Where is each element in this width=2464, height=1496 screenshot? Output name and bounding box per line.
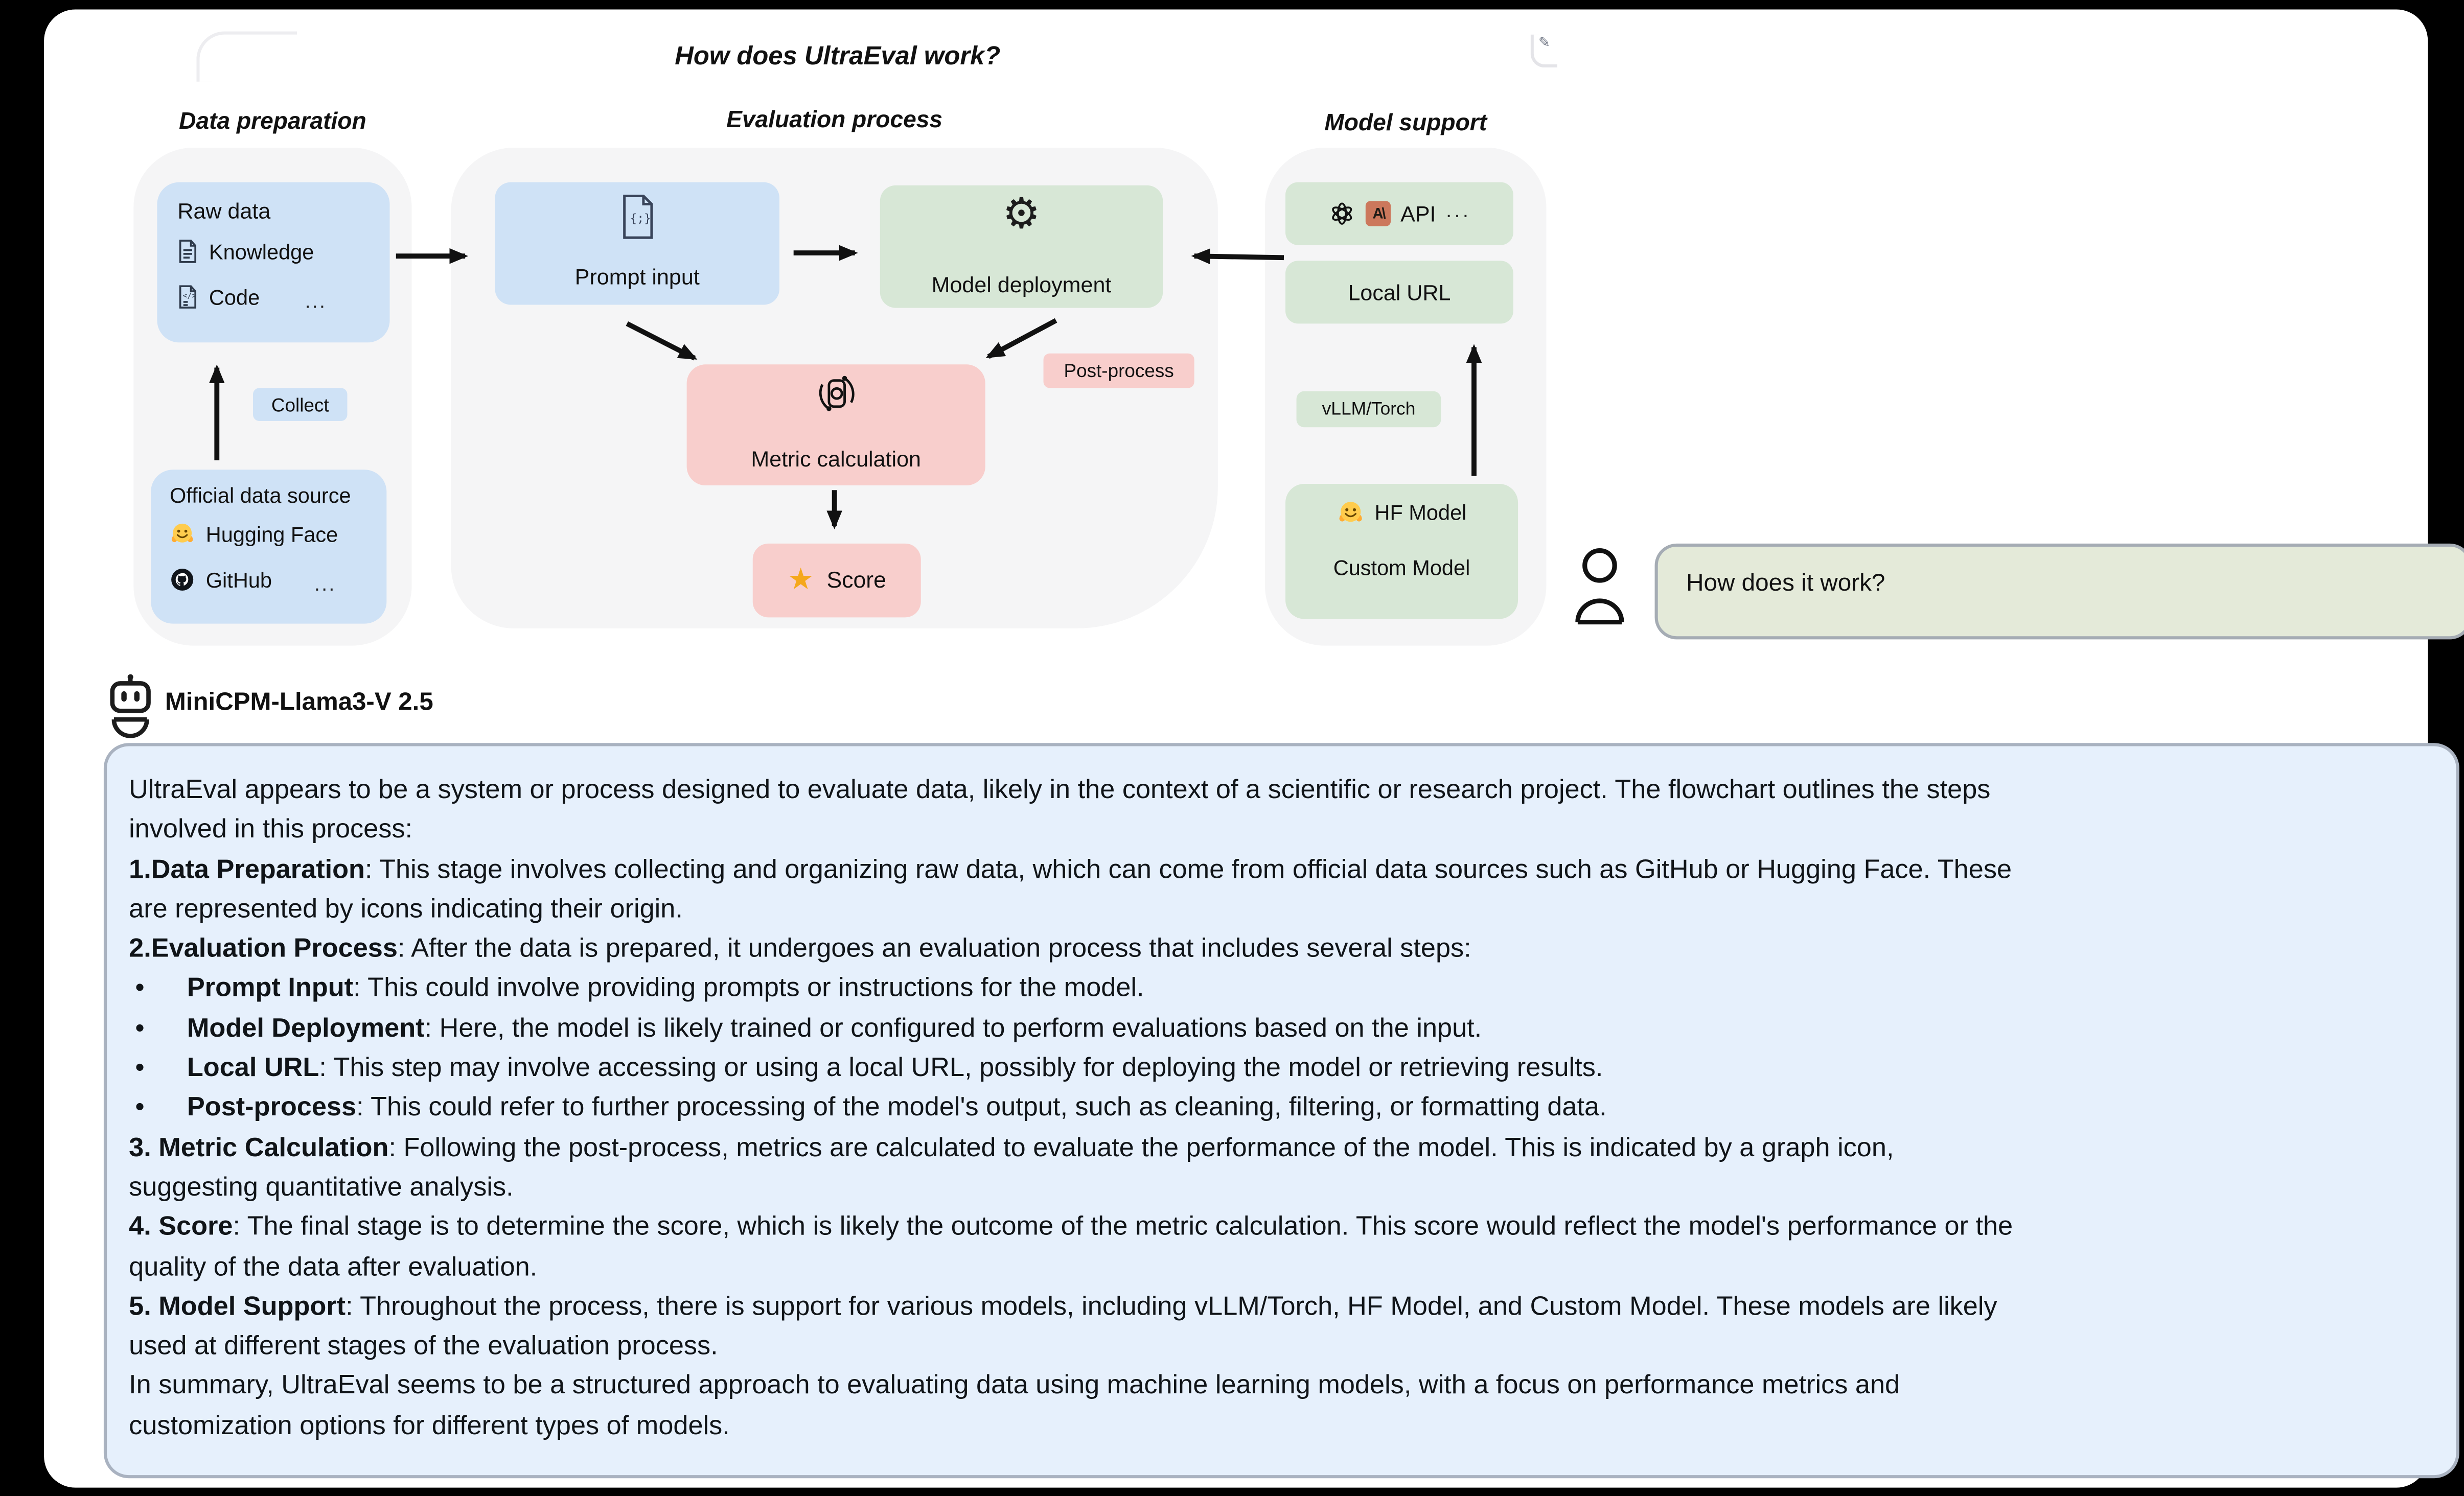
official-source-item-label: Hugging Face bbox=[205, 522, 338, 546]
flowchart-title: How does UltraEval work? bbox=[675, 42, 1001, 71]
answer-line: • Post-process: This could refer to further processing of the model's output, such as cleaning, filtering, or formatting data. bbox=[135, 1092, 1607, 1123]
star-icon: ★ bbox=[787, 564, 814, 597]
answer-line: 5. Model Support: Throughout the process, there is support for various models, including vLLM/Torch, HF Model, and Custom Model. These models are likely bbox=[129, 1291, 1997, 1321]
user-message-text: How does it work? bbox=[1686, 570, 1885, 597]
prompt-input-label: Prompt input bbox=[574, 264, 700, 289]
official-data-source-box bbox=[151, 470, 386, 623]
answer-line: 3. Metric Calculation: Following the post-process, metrics are calculated to evaluate the performance of the model. This is indicated by a graph icon, bbox=[129, 1132, 1894, 1162]
github-icon bbox=[170, 567, 195, 592]
svg-text:</>: </> bbox=[182, 291, 197, 300]
document-icon bbox=[177, 239, 198, 264]
api-box bbox=[1285, 182, 1513, 245]
answer-line: are represented by icons indicating their origin. bbox=[129, 894, 683, 924]
user-avatar-icon bbox=[1572, 547, 1628, 632]
answer-line: • Local URL: This step may involve accessing or using a local URL, possibly for deploying the model or retrieving results. bbox=[135, 1053, 1603, 1083]
pencil-icon: ✎ bbox=[1538, 34, 1551, 51]
custom-model-label: Custom Model bbox=[1333, 556, 1470, 580]
answer-line: 4. Score: The final stage is to determine the score, which is likely the outcome of the metric calculation. This score would reflect the model's performance or the bbox=[129, 1211, 2013, 1242]
model-deployment-label: Model deployment bbox=[931, 271, 1112, 297]
answer-text bbox=[107, 746, 2456, 1461]
metric-calculation-box bbox=[687, 364, 985, 485]
chat-card bbox=[44, 9, 2428, 1487]
official-source-title: Official data source bbox=[170, 483, 351, 508]
raw-data-item-label: Code bbox=[209, 285, 260, 309]
section-label-evaluation-process: Evaluation process bbox=[726, 107, 943, 134]
hugging-face-icon bbox=[1337, 500, 1364, 526]
hugging-face-icon bbox=[170, 522, 195, 547]
raw-data-item-label: Knowledge bbox=[209, 239, 314, 263]
svg-text:{;}: {;} bbox=[629, 212, 651, 225]
bot-name: MiniCPM-Llama3-V 2.5 bbox=[165, 689, 433, 717]
official-source-item-label: GitHub bbox=[205, 568, 272, 592]
local-url-label: Local URL bbox=[1348, 279, 1451, 305]
metric-orbit-icon bbox=[687, 372, 985, 415]
local-url-box bbox=[1285, 261, 1513, 323]
raw-data-title: Raw data bbox=[177, 198, 271, 223]
post-process-label: Post-process bbox=[1044, 354, 1194, 388]
section-label-data-preparation: Data preparation bbox=[179, 108, 366, 135]
openai-icon bbox=[1328, 199, 1356, 227]
collect-label: Collect bbox=[253, 388, 347, 421]
api-ellipsis: ··· bbox=[1445, 202, 1471, 226]
raw-data-box bbox=[157, 182, 389, 343]
answer-line: 1.Data Preparation: This stage involves collecting and organizing raw data, which can come from official data sources such as GitHub or Hugging Face. These bbox=[129, 854, 2012, 884]
hf-model-label: HF Model bbox=[1374, 501, 1467, 525]
edit-icon[interactable] bbox=[1531, 35, 1557, 68]
robot-icon bbox=[107, 672, 154, 738]
user-message-bubble bbox=[1655, 544, 2464, 640]
hf-custom-model-box bbox=[1285, 484, 1518, 619]
score-label: Score bbox=[826, 568, 886, 593]
answer-line: customization options for different types of models. bbox=[129, 1410, 730, 1440]
prompt-input-box bbox=[495, 182, 780, 305]
prompt-file-icon bbox=[495, 193, 780, 240]
answer-line: 2.Evaluation Process: After the data is prepared, it undergoes an evaluation process that includes several steps: bbox=[129, 933, 1471, 964]
answer-line: • Model Deployment: Here, the model is likely trained or configured to perform evaluations based on the input. bbox=[135, 1013, 1482, 1043]
bot-answer-bubble bbox=[104, 743, 2459, 1478]
official-source-ellipsis: ... bbox=[314, 572, 336, 596]
gear-icon: ⚙ bbox=[1002, 190, 1041, 238]
metric-calculation-label: Metric calculation bbox=[751, 446, 921, 472]
model-deployment-box bbox=[880, 185, 1163, 308]
section-label-model-support: Model support bbox=[1324, 110, 1487, 137]
score-box bbox=[753, 544, 921, 618]
vllm-torch-label: vLLM/Torch bbox=[1297, 391, 1441, 428]
raw-data-ellipsis: ... bbox=[305, 289, 327, 313]
code-file-icon bbox=[177, 285, 198, 310]
anthropic-icon: A\ bbox=[1366, 201, 1391, 226]
answer-line: UltraEval appears to be a system or process designed to evaluate data, likely in the context of a scientific or research project. The flowchart outlines the steps bbox=[129, 774, 1991, 805]
answer-line: quality of the data after evaluation. bbox=[129, 1251, 538, 1281]
image-frame-corner bbox=[196, 31, 297, 81]
answer-line: • Prompt Input: This could involve providing prompts or instructions for the model. bbox=[135, 973, 1144, 1003]
answer-line: involved in this process: bbox=[129, 814, 413, 844]
answer-line: used at different stages of the evaluation process. bbox=[129, 1330, 718, 1361]
answer-line: suggesting quantitative analysis. bbox=[129, 1172, 514, 1202]
answer-line: In summary, UltraEval seems to be a structured approach to evaluating data using machine learning models, with a focus on performance metrics and bbox=[129, 1370, 1900, 1400]
api-label: API bbox=[1400, 201, 1436, 226]
